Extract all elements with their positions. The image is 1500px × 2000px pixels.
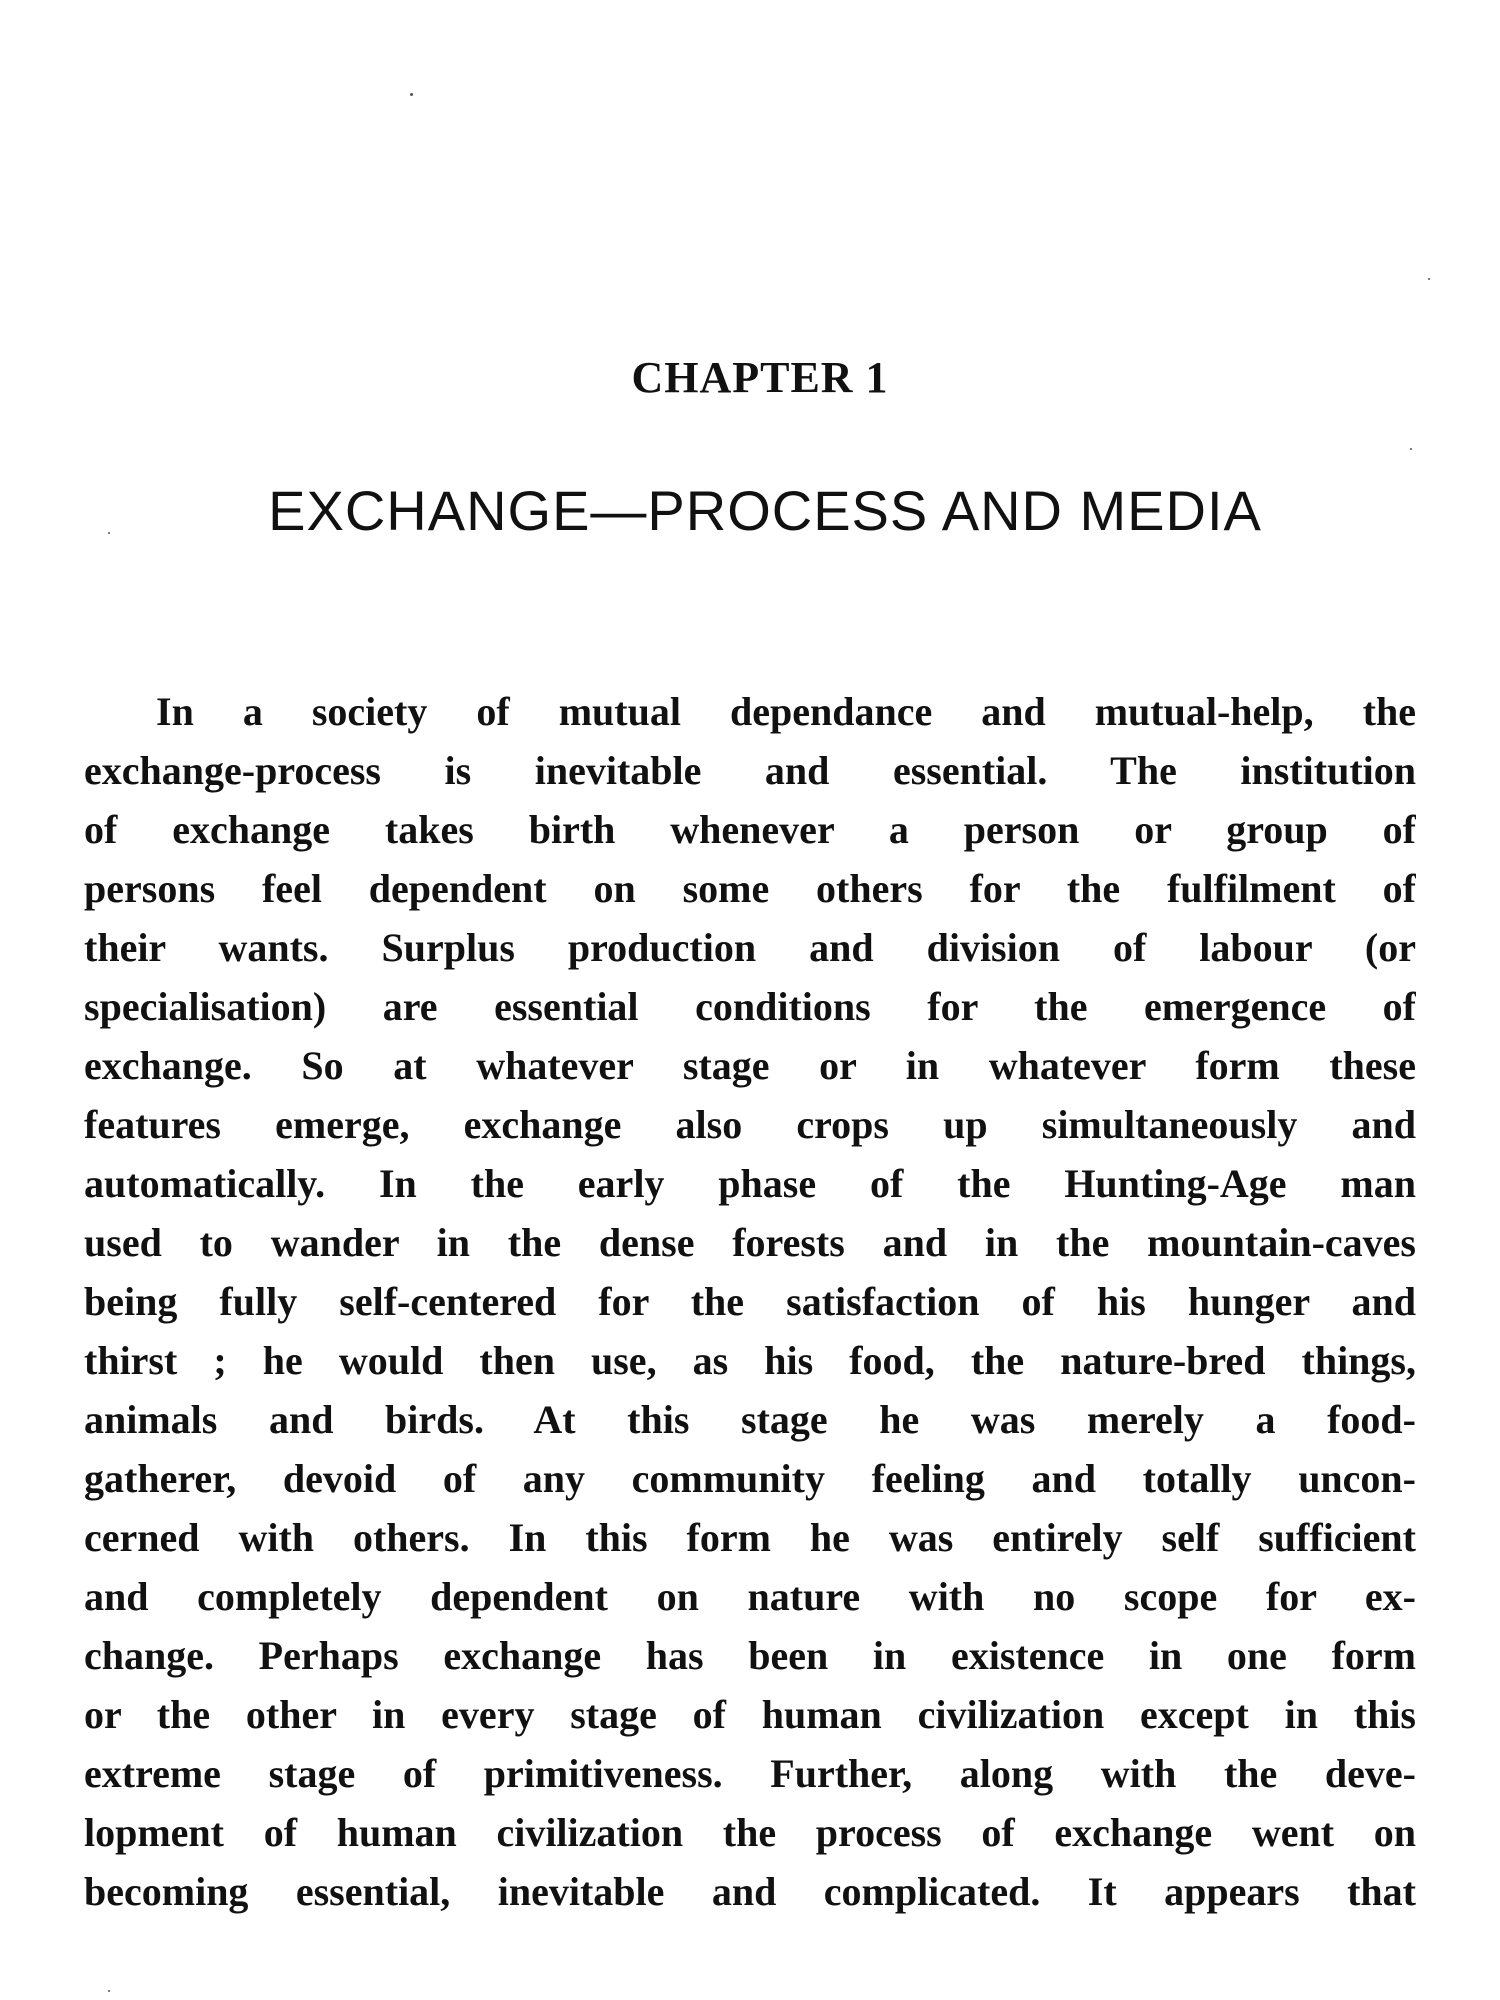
paragraph-line: thirst ; he would then use, as his food, the nature-bred things, [84, 1338, 1416, 1383]
paragraph-line: animals and birds. At this stage he was merely a food- [84, 1397, 1416, 1442]
paragraph-line: persons feel dependent on some others for the fulfilment of [84, 866, 1416, 911]
paragraph-line: change. Perhaps exchange has been in existence in one form [84, 1633, 1416, 1678]
print-speck [1410, 448, 1412, 450]
paragraph-line: used to wander in the dense forests and in the mountain-caves [84, 1220, 1416, 1265]
paragraph-line: In a society of mutual dependance and mutual-help, the [156, 689, 1416, 734]
paragraph-line: their wants. Surplus production and division of labour (or [84, 925, 1416, 970]
print-speck [410, 93, 413, 96]
paragraph-line: of exchange takes birth whenever a person or group of [84, 807, 1416, 852]
paragraph-line: extreme stage of primitiveness. Further, along with the deve- [84, 1751, 1416, 1796]
paragraph-line: being fully self-centered for the satisfaction of his hunger and [84, 1279, 1416, 1324]
paragraph-line: specialisation) are essential conditions for the emergence of [84, 984, 1416, 1029]
body-paragraph [84, 682, 1416, 1921]
chapter-label: CHAPTER 1 [631, 353, 889, 402]
print-speck [1428, 278, 1430, 280]
paragraph-line: lopment of human civilization the process of exchange went on [84, 1810, 1416, 1855]
paragraph-line: automatically. In the early phase of the Hunting-Age man [84, 1161, 1416, 1206]
print-speck [108, 1990, 110, 1992]
paragraph-line: cerned with others. In this form he was entirely self sufficient [84, 1515, 1416, 1560]
paragraph-line: features emerge, exchange also crops up simultaneously and [84, 1102, 1416, 1147]
paragraph-line: and completely dependent on nature with no scope for ex- [84, 1574, 1416, 1619]
paragraph-line: gatherer, devoid of any community feeling and totally uncon- [84, 1456, 1416, 1501]
paragraph-line: exchange-process is inevitable and essential. The institution [84, 748, 1416, 793]
paragraph-line: exchange. So at whatever stage or in whatever form these [84, 1043, 1416, 1088]
paragraph-line: or the other in every stage of human civilization except in this [84, 1692, 1416, 1737]
paragraph-line: becoming essential, inevitable and complicated. It appears that [84, 1869, 1416, 1914]
chapter-title: EXCHANGE—PROCESS AND MEDIA [268, 479, 1262, 542]
